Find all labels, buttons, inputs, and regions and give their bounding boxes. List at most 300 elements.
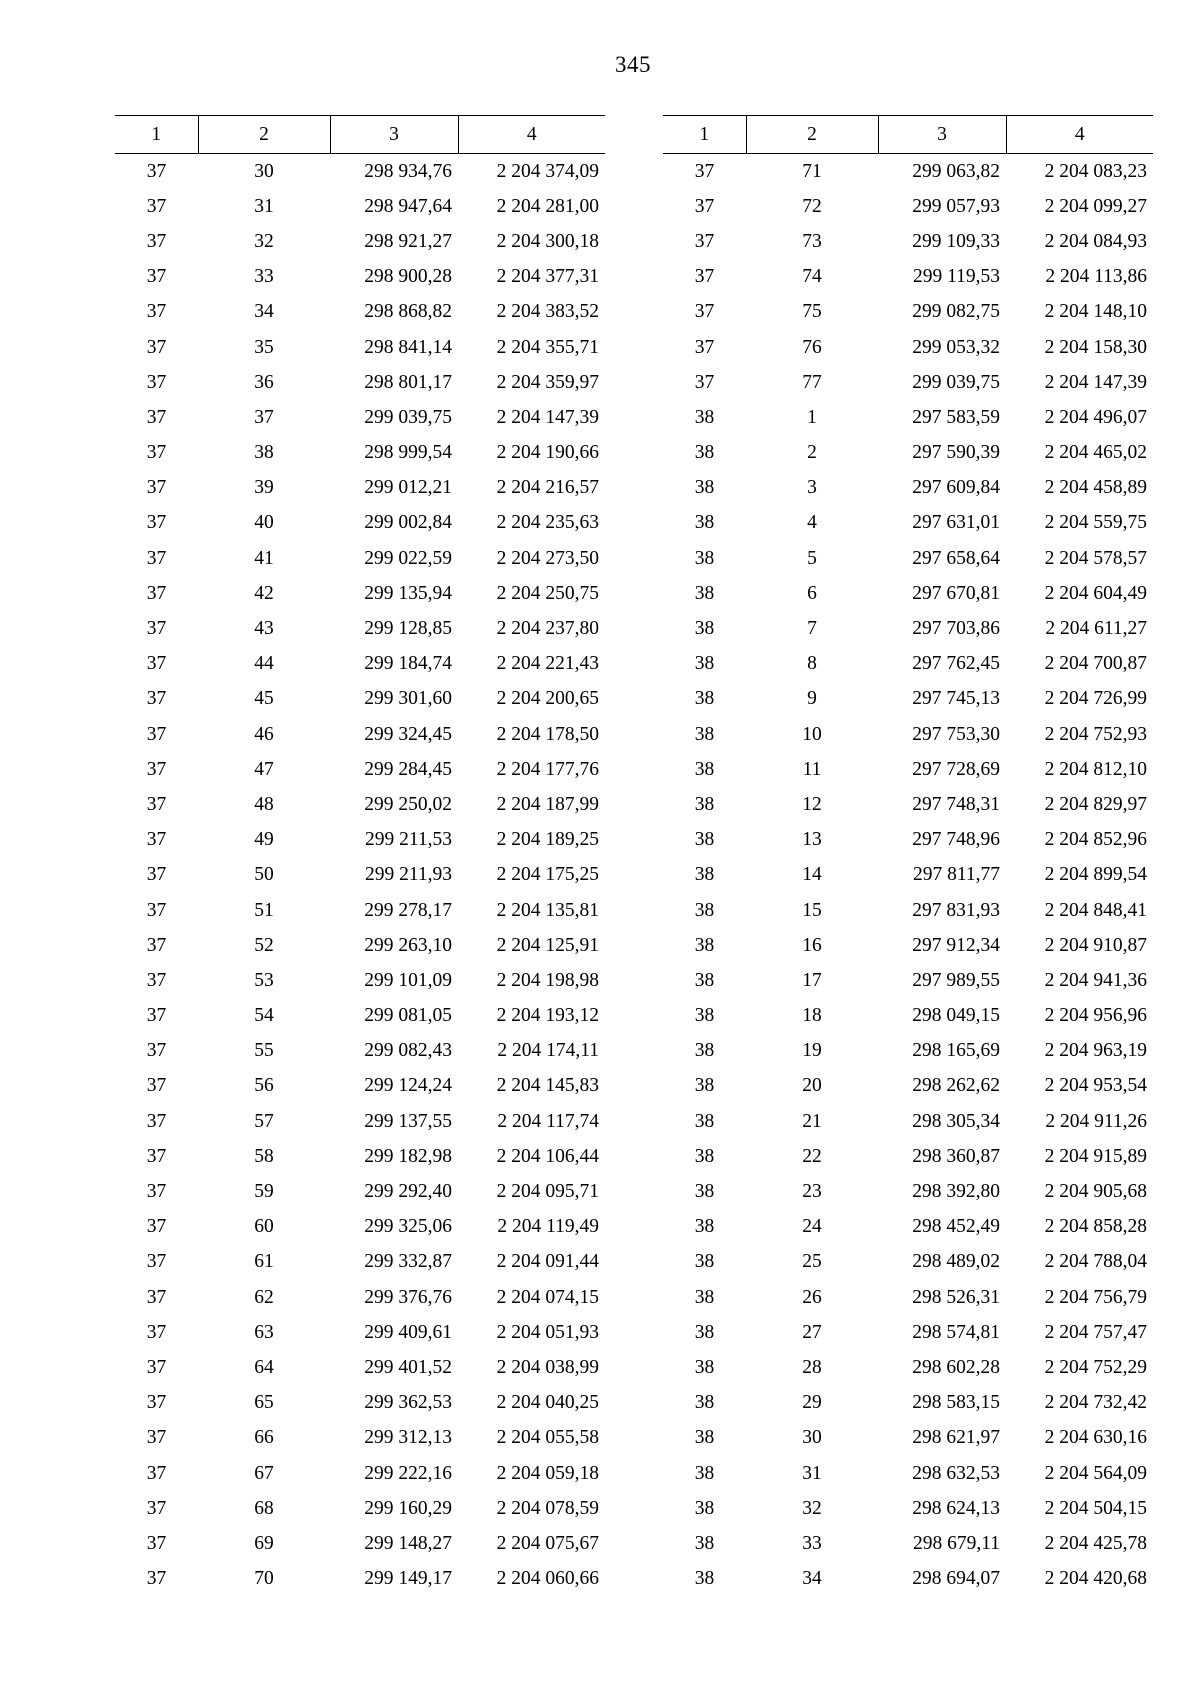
cell-y-coordinate: 2 204 355,71 [496,336,599,358]
cell-x-coordinate: 297 912,34 [912,934,1000,956]
table-row [115,154,605,190]
cell-point: 30 [802,1427,822,1449]
cell-x-coordinate: 297 590,39 [912,442,1000,464]
cell-section: 37 [146,793,167,815]
cell-point: 15 [802,899,822,921]
cell-x-coordinate: 298 632,53 [912,1462,1000,1484]
table-row [115,260,605,295]
cell-section: 38 [694,582,715,604]
cell-x-coordinate: 297 811,77 [912,864,1000,886]
cell-section: 37 [146,1251,167,1273]
cell-x-coordinate: 298 868,82 [364,301,452,323]
cell-x-coordinate: 299 137,55 [364,1110,452,1132]
cell-x-coordinate: 299 119,53 [912,266,1000,288]
table-row [663,400,1153,435]
table-row [663,682,1153,717]
cell-section: 37 [146,1356,167,1378]
cell-section: 37 [146,653,167,675]
cell-point: 59 [254,1181,274,1203]
cell-x-coordinate: 297 831,93 [912,899,1000,921]
cell-section: 38 [694,1145,715,1167]
cell-section: 38 [694,512,715,534]
cell-point: 14 [802,864,822,886]
cell-y-coordinate: 2 204 177,76 [496,758,599,780]
cell-section: 37 [146,688,167,710]
table-row [115,506,605,541]
cell-section: 38 [694,934,715,956]
cell-point: 5 [807,547,817,569]
cell-section: 37 [694,230,715,252]
cell-x-coordinate: 299 135,94 [364,582,452,604]
cell-point: 50 [254,864,274,886]
cell-section: 37 [146,406,167,428]
table-row [663,1350,1153,1385]
cell-point: 34 [802,1568,822,1590]
cell-y-coordinate: 2 204 117,74 [497,1110,599,1132]
table-row [115,1562,605,1597]
cell-section: 37 [146,1075,167,1097]
cell-section: 37 [146,1427,167,1449]
cell-point: 33 [254,266,274,288]
table-row [663,1104,1153,1139]
table-row [115,471,605,506]
cell-x-coordinate: 297 703,86 [912,618,1000,640]
cell-point: 71 [802,160,822,182]
cell-section: 38 [694,723,715,745]
cell-y-coordinate: 2 204 953,54 [1044,1075,1147,1097]
cell-section: 37 [146,1321,167,1343]
cell-section: 38 [694,899,715,921]
cell-section: 37 [146,1040,167,1062]
cell-y-coordinate: 2 204 190,66 [496,442,599,464]
cell-y-coordinate: 2 204 383,52 [496,301,599,323]
cell-y-coordinate: 2 204 559,75 [1044,512,1147,534]
cell-x-coordinate: 297 609,84 [912,477,1000,499]
cell-x-coordinate: 299 292,40 [364,1181,452,1203]
cell-y-coordinate: 2 204 084,93 [1044,230,1147,252]
cell-section: 38 [694,1040,715,1062]
cell-section: 38 [694,1216,715,1238]
table-row [115,1350,605,1385]
cell-x-coordinate: 298 921,27 [364,230,452,252]
cell-point: 38 [254,442,274,464]
cell-y-coordinate: 2 204 200,65 [496,688,599,710]
column-header: 2 [746,116,878,154]
cell-point: 40 [254,512,274,534]
cell-point: 76 [802,336,822,358]
cell-y-coordinate: 2 204 055,58 [496,1427,599,1449]
cell-point: 1 [807,406,817,428]
cell-x-coordinate: 299 401,52 [364,1356,452,1378]
cell-point: 12 [802,793,822,815]
cell-section: 38 [694,1075,715,1097]
cell-section: 37 [146,582,167,604]
cell-y-coordinate: 2 204 420,68 [1044,1568,1147,1590]
cell-x-coordinate: 299 022,59 [364,547,452,569]
cell-x-coordinate: 299 039,75 [912,371,1000,393]
cell-x-coordinate: 298 934,76 [364,160,452,182]
table-row [115,1280,605,1315]
cell-section: 38 [694,1392,715,1414]
cell-point: 43 [254,618,274,640]
cell-x-coordinate: 299 362,53 [364,1392,452,1414]
cell-section: 38 [694,1110,715,1132]
cell-section: 37 [694,160,715,182]
cell-section: 37 [146,1462,167,1484]
cell-section: 37 [146,1568,167,1590]
cell-y-coordinate: 2 204 604,49 [1044,582,1147,604]
cell-x-coordinate: 299 325,06 [364,1216,452,1238]
table-row [663,963,1153,998]
cell-section: 37 [146,1005,167,1027]
cell-y-coordinate: 2 204 148,10 [1044,301,1147,323]
cell-x-coordinate: 299 012,21 [364,477,452,499]
cell-point: 19 [802,1040,822,1062]
cell-y-coordinate: 2 204 757,47 [1044,1321,1147,1343]
cell-point: 30 [254,160,274,182]
table-row [663,752,1153,787]
cell-y-coordinate: 2 204 630,16 [1044,1427,1147,1449]
table-row [115,1315,605,1350]
table-row [663,893,1153,928]
cell-point: 31 [254,195,274,217]
cell-point: 74 [802,266,822,288]
cell-x-coordinate: 298 305,34 [912,1110,1000,1132]
cell-point: 67 [254,1462,274,1484]
cell-x-coordinate: 299 222,16 [364,1462,452,1484]
cell-x-coordinate: 298 452,49 [912,1216,1000,1238]
cell-y-coordinate: 2 204 074,15 [496,1286,599,1308]
cell-section: 37 [146,336,167,358]
cell-x-coordinate: 299 148,27 [364,1532,452,1554]
cell-y-coordinate: 2 204 465,02 [1044,442,1147,464]
cell-y-coordinate: 2 204 752,29 [1044,1356,1147,1378]
table-row [115,541,605,576]
cell-y-coordinate: 2 204 829,97 [1044,793,1147,815]
table-row [663,1491,1153,1526]
column-header: 4 [458,116,605,154]
coordinates-table-right [663,115,1153,1597]
cell-y-coordinate: 2 204 038,99 [496,1356,599,1378]
cell-point: 56 [254,1075,274,1097]
table-row [115,1245,605,1280]
cell-x-coordinate: 299 160,29 [364,1497,452,1519]
table-row [115,436,605,471]
table-row [663,858,1153,893]
cell-section: 37 [694,301,715,323]
table-row [663,189,1153,224]
cell-x-coordinate: 298 679,11 [912,1532,1000,1554]
cell-section: 37 [146,1110,167,1132]
cell-y-coordinate: 2 204 496,07 [1044,406,1147,428]
cell-y-coordinate: 2 204 075,67 [496,1532,599,1554]
cell-section: 38 [694,793,715,815]
table-row [115,717,605,752]
cell-point: 34 [254,301,274,323]
cell-section: 37 [146,1216,167,1238]
cell-y-coordinate: 2 204 504,15 [1044,1497,1147,1519]
cell-section: 37 [146,864,167,886]
cell-x-coordinate: 299 211,53 [364,829,452,851]
cell-point: 64 [254,1356,274,1378]
table-row [115,400,605,435]
table-row [663,1526,1153,1561]
cell-y-coordinate: 2 204 135,81 [496,899,599,921]
table-row [115,1069,605,1104]
cell-point: 55 [254,1040,274,1062]
cell-x-coordinate: 299 184,74 [364,653,452,675]
cell-x-coordinate: 299 039,75 [364,406,452,428]
cell-x-coordinate: 299 250,02 [364,793,452,815]
cell-section: 37 [146,1532,167,1554]
table-row [115,189,605,224]
cell-point: 63 [254,1321,274,1343]
cell-point: 77 [802,371,822,393]
cell-y-coordinate: 2 204 726,99 [1044,688,1147,710]
cell-point: 69 [254,1532,274,1554]
cell-x-coordinate: 299 376,76 [364,1286,452,1308]
column-header: 2 [198,116,330,154]
cell-section: 38 [694,1181,715,1203]
cell-y-coordinate: 2 204 359,97 [496,371,599,393]
cell-point: 73 [802,230,822,252]
cell-x-coordinate: 299 211,93 [364,864,452,886]
table-row [115,295,605,330]
cell-point: 47 [254,758,274,780]
table-row [115,858,605,893]
table-row [115,823,605,858]
cell-point: 24 [802,1216,822,1238]
cell-point: 66 [254,1427,274,1449]
cell-y-coordinate: 2 204 300,18 [496,230,599,252]
cell-x-coordinate: 298 262,62 [912,1075,1000,1097]
cell-section: 37 [146,160,167,182]
cell-x-coordinate: 299 312,13 [364,1427,452,1449]
cell-point: 70 [254,1568,274,1590]
cell-x-coordinate: 299 324,45 [364,723,452,745]
cell-y-coordinate: 2 204 700,87 [1044,653,1147,675]
cell-point: 61 [254,1251,274,1273]
cell-section: 37 [146,230,167,252]
table-row [663,506,1153,541]
cell-section: 37 [146,618,167,640]
cell-y-coordinate: 2 204 078,59 [496,1497,599,1519]
cell-x-coordinate: 297 631,01 [912,512,1000,534]
cell-point: 27 [802,1321,822,1343]
cell-x-coordinate: 298 360,87 [912,1145,1000,1167]
cell-x-coordinate: 298 602,28 [912,1356,1000,1378]
cell-point: 35 [254,336,274,358]
cell-x-coordinate: 299 182,98 [364,1145,452,1167]
cell-section: 38 [694,653,715,675]
cell-point: 75 [802,301,822,323]
cell-section: 37 [146,371,167,393]
cell-x-coordinate: 297 753,30 [912,723,1000,745]
cell-x-coordinate: 298 841,14 [364,336,452,358]
cell-x-coordinate: 297 658,64 [912,547,1000,569]
cell-y-coordinate: 2 204 732,42 [1044,1392,1147,1414]
cell-y-coordinate: 2 204 564,09 [1044,1462,1147,1484]
table-row [663,260,1153,295]
table-row [115,647,605,682]
cell-y-coordinate: 2 204 221,43 [496,653,599,675]
cell-point: 26 [802,1286,822,1308]
cell-y-coordinate: 2 204 578,57 [1044,547,1147,569]
cell-point: 8 [807,653,817,675]
cell-section: 37 [146,301,167,323]
cell-section: 37 [694,336,715,358]
cell-point: 23 [802,1181,822,1203]
table-row [663,999,1153,1034]
cell-point: 33 [802,1532,822,1554]
column-header: 4 [1006,116,1153,154]
table-row [115,1104,605,1139]
cell-y-coordinate: 2 204 083,23 [1044,160,1147,182]
cell-section: 37 [146,195,167,217]
page-number: 345 [615,52,651,77]
cell-x-coordinate: 298 694,07 [912,1568,1000,1590]
table-row [115,611,605,646]
cell-section: 38 [694,547,715,569]
cell-section: 37 [146,723,167,745]
cell-point: 36 [254,371,274,393]
table-row [663,224,1153,259]
cell-point: 57 [254,1110,274,1132]
cell-section: 38 [694,1286,715,1308]
cell-x-coordinate: 299 053,32 [912,336,1000,358]
cell-section: 37 [146,934,167,956]
column-header: 3 [330,116,458,154]
cell-y-coordinate: 2 204 145,83 [496,1075,599,1097]
cell-x-coordinate: 297 748,31 [912,793,1000,815]
table-row [115,1210,605,1245]
cell-section: 37 [146,547,167,569]
cell-y-coordinate: 2 204 281,00 [496,195,599,217]
cell-y-coordinate: 2 204 178,50 [496,723,599,745]
cell-x-coordinate: 299 109,33 [912,230,1000,252]
table-row [663,1139,1153,1174]
cell-x-coordinate: 299 082,75 [912,301,1000,323]
cell-point: 20 [802,1075,822,1097]
table-row [115,1386,605,1421]
cell-x-coordinate: 297 989,55 [912,969,1000,991]
cell-x-coordinate: 299 082,43 [364,1040,452,1062]
cell-y-coordinate: 2 204 915,89 [1044,1145,1147,1167]
cell-point: 68 [254,1497,274,1519]
cell-x-coordinate: 299 002,84 [364,512,452,534]
table-row [663,611,1153,646]
cell-x-coordinate: 298 947,64 [364,195,452,217]
cell-point: 54 [254,1005,274,1027]
cell-x-coordinate: 299 149,17 [364,1568,452,1590]
table-row [663,1456,1153,1491]
cell-x-coordinate: 299 124,24 [364,1075,452,1097]
cell-section: 37 [146,1286,167,1308]
cell-point: 39 [254,477,274,499]
table-row [115,752,605,787]
cell-y-coordinate: 2 204 113,86 [1045,266,1147,288]
cell-point: 52 [254,934,274,956]
cell-point: 17 [802,969,822,991]
coordinates-table-left [115,115,605,1597]
cell-y-coordinate: 2 204 752,93 [1044,723,1147,745]
cell-section: 37 [146,899,167,921]
cell-y-coordinate: 2 204 193,12 [496,1005,599,1027]
cell-point: 48 [254,793,274,815]
cell-section: 38 [694,442,715,464]
cell-section: 38 [694,758,715,780]
table-row [663,1245,1153,1280]
cell-point: 51 [254,899,274,921]
cell-x-coordinate: 299 263,10 [364,934,452,956]
cell-point: 72 [802,195,822,217]
cell-y-coordinate: 2 204 911,26 [1045,1110,1147,1132]
cell-y-coordinate: 2 204 198,98 [496,969,599,991]
table-row [115,893,605,928]
cell-point: 31 [802,1462,822,1484]
cell-section: 38 [694,688,715,710]
cell-point: 28 [802,1356,822,1378]
table-row [115,576,605,611]
cell-y-coordinate: 2 204 611,27 [1045,618,1147,640]
cell-y-coordinate: 2 204 788,04 [1044,1251,1147,1273]
cell-section: 38 [694,829,715,851]
cell-point: 58 [254,1145,274,1167]
table-row [663,365,1153,400]
cell-section: 37 [694,371,715,393]
cell-point: 45 [254,688,274,710]
cell-section: 37 [146,1497,167,1519]
cell-section: 38 [694,1427,715,1449]
cell-y-coordinate: 2 204 106,44 [496,1145,599,1167]
cell-point: 6 [807,582,817,604]
cell-point: 11 [802,758,822,780]
cell-x-coordinate: 299 409,61 [364,1321,452,1343]
cell-x-coordinate: 299 332,87 [364,1251,452,1273]
cell-point: 22 [802,1145,822,1167]
cell-x-coordinate: 297 748,96 [912,829,1000,851]
table-row [115,1526,605,1561]
cell-y-coordinate: 2 204 374,09 [496,160,599,182]
cell-section: 37 [146,1145,167,1167]
cell-x-coordinate: 298 526,31 [912,1286,1000,1308]
cell-point: 53 [254,969,274,991]
cell-y-coordinate: 2 204 899,54 [1044,864,1147,886]
cell-point: 29 [802,1392,822,1414]
table-row [115,1139,605,1174]
table-row [115,330,605,365]
cell-y-coordinate: 2 204 095,71 [496,1181,599,1203]
cell-point: 62 [254,1286,274,1308]
cell-section: 38 [694,1568,715,1590]
cell-point: 16 [802,934,822,956]
table-row [115,1174,605,1209]
cell-y-coordinate: 2 204 910,87 [1044,934,1147,956]
cell-y-coordinate: 2 204 091,44 [496,1251,599,1273]
cell-y-coordinate: 2 204 235,63 [496,512,599,534]
cell-y-coordinate: 2 204 175,25 [496,864,599,886]
cell-y-coordinate: 2 204 756,79 [1044,1286,1147,1308]
cell-point: 25 [802,1251,822,1273]
cell-x-coordinate: 298 583,15 [912,1392,1000,1414]
table-row [663,647,1153,682]
cell-x-coordinate: 299 301,60 [364,688,452,710]
cell-section: 38 [694,1321,715,1343]
cell-x-coordinate: 298 624,13 [912,1497,1000,1519]
cell-point: 44 [254,653,274,675]
cell-x-coordinate: 299 063,82 [912,160,1000,182]
cell-section: 38 [694,406,715,428]
